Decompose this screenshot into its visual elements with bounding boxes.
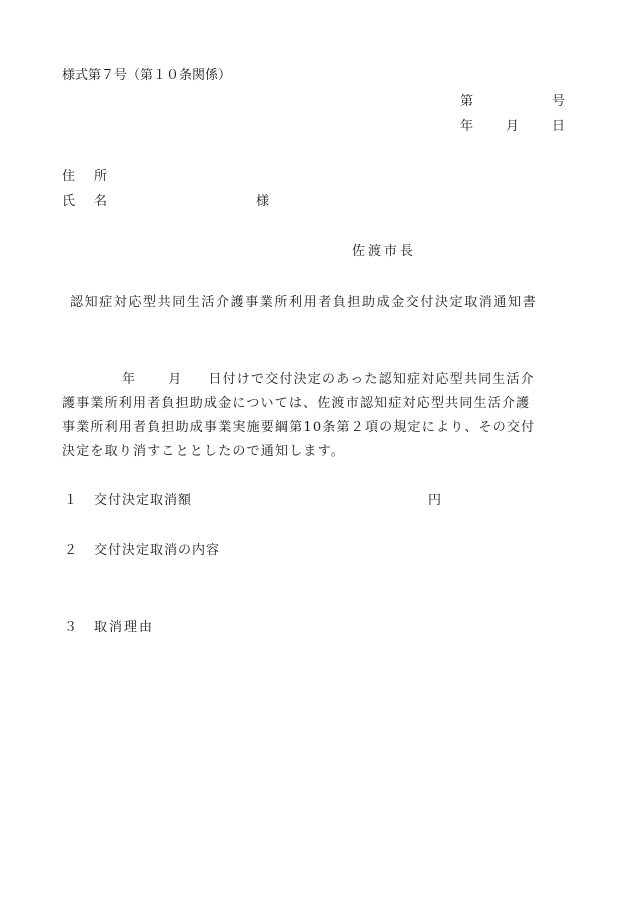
item-2-label: 交付決定取消の内容 (94, 543, 221, 558)
item-3-number: ３ (64, 620, 78, 635)
body-line-1-rest: 日付けで交付決定のあった認知症対応型共同生活介 (208, 372, 535, 387)
body-line-4: 決定を取り消すこととしたので通知します。 (62, 444, 345, 459)
body-line-3: 事業所利用者負担助成事業実施要綱第10条第２項の規定により、その交付 (62, 420, 536, 435)
body-text (62, 368, 582, 464)
item-1-unit: 円 (428, 493, 442, 508)
item-1-number: １ (64, 493, 78, 508)
body-line-1 (62, 368, 582, 392)
date-day: 日 (552, 119, 566, 134)
body-year: 年 (122, 372, 137, 387)
item-1-label: 交付決定取消額 (94, 493, 193, 508)
body-month: 月 (168, 372, 183, 387)
issuer: 佐渡市長 (352, 244, 417, 259)
date-month: 月 (506, 119, 520, 134)
doc-number-prefix: 第 (460, 94, 474, 109)
doc-number-suffix: 号 (552, 94, 566, 109)
honorific: 様 (256, 194, 270, 209)
address-label: 住 所 (62, 169, 111, 184)
document-title: 認知症対応型共同生活介護事業所利用者負担助成金交付決定取消通知書 (70, 295, 538, 310)
item-2-number: ２ (64, 543, 78, 558)
name-label: 氏 名 (62, 194, 111, 209)
date-year: 年 (460, 119, 474, 134)
item-3-label: 取消理由 (94, 620, 155, 635)
body-line-2: 護事業所利用者負担助成金については、佐渡市認知症対応型共同生活介護 (62, 396, 531, 411)
form-number: 様式第７号（第１０条関係） (62, 68, 232, 83)
